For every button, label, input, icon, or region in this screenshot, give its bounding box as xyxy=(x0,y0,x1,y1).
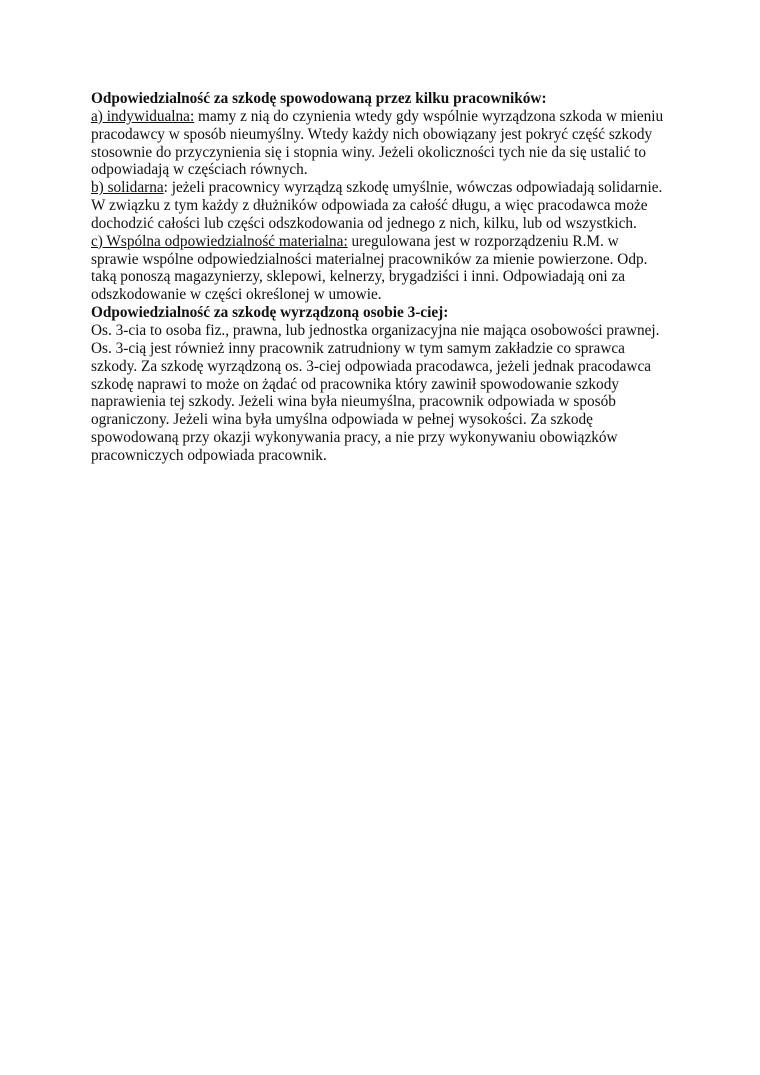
section-heading-multiple-employees: Odpowiedzialność za szkodę spowodowaną przez kilku pracowników: xyxy=(91,90,547,107)
paragraph-shared-material-liability xyxy=(91,233,681,304)
term-shared-material: c) Wspólna odpowiedzialność materialna: xyxy=(91,232,348,250)
document-page xyxy=(91,90,681,465)
paragraph-individual-liability xyxy=(91,108,681,179)
text-span: uregulowana jest w rozporządzeniu R.M. w xyxy=(347,232,619,250)
text-line: odszkodowanie w części określonej w umowie. xyxy=(91,286,382,304)
text-line xyxy=(91,233,681,251)
text-line: W związku z tym każdy z dłużników odpowiada za całość długu, a więc pracodawca może xyxy=(91,197,648,215)
text-line: stosownie do przyczynienia się i stopnia winy. Jeżeli okoliczności tych nie da się ustalić to xyxy=(91,143,647,161)
text-span: : jeżeli pracownicy wyrządzą szkodę umyślnie, wówczas odpowiadają solidarnie. xyxy=(163,179,663,197)
text-line xyxy=(91,108,681,126)
text-line: pracodawcy w sposób nieumyślny. Wtedy każdy nich obowiązany jest pokryć część szkody xyxy=(91,125,653,143)
text-line: naprawienia tej szkody. Jeżeli wina była nieumyślna, pracownik odpowiada w sposób xyxy=(91,393,616,411)
text-line: spowodowaną przy okazji wykonywania pracy, a nie przy wykonywaniu obowiązków xyxy=(91,429,618,447)
paragraph-third-party xyxy=(91,322,681,465)
text-line: Os. 3-cia to osoba fiz., prawna, lub jednostka organizacyjna nie mająca osobowości prawnej. xyxy=(91,321,660,339)
section-heading-third-party: Odpowiedzialność za szkodę wyrządzoną osobie 3-ciej: xyxy=(91,304,449,322)
text-line: Os. 3-cią jest również inny pracownik zatrudniony w tym samym zakładzie co sprawca xyxy=(91,339,625,357)
text-line: ograniczony. Jeżeli wina była umyślna odpowiada w pełnej wysokości. Za szkodę xyxy=(91,411,593,429)
text-line xyxy=(91,179,681,197)
text-line: odpowiadają w częściach równych. xyxy=(91,161,308,179)
text-line: szkody. Za szkodę wyrządzoną os. 3-ciej odpowiada pracodawca, jeżeli jednak pracodawca xyxy=(91,357,652,375)
paragraph-joint-liability xyxy=(91,179,681,233)
text-line: szkodę naprawi to może on żądać od pracownika który zawinił spowodowanie szkody xyxy=(91,375,620,393)
text-line: taką ponoszą magazynierzy, sklepowi, kelnerzy, brygadziści i inni. Odpowiadają oni za xyxy=(91,268,626,286)
term-joint: b) solidarna xyxy=(91,179,164,197)
text-line: dochodzić całości lub części odszkodowania od jednego z nich, kilku, lub od wszystkich. xyxy=(91,214,637,232)
text-span: mamy z nią do czynienia wtedy gdy wspólnie wyrządzona szkoda w mieniu xyxy=(194,107,664,125)
text-line: sprawie wspólne odpowiedzialności materialnej pracowników za mienie powierzone. Odp. xyxy=(91,250,648,268)
term-individual: a) indywidualna: xyxy=(91,107,195,125)
text-line: pracowniczych odpowiada pracownik. xyxy=(91,446,327,464)
